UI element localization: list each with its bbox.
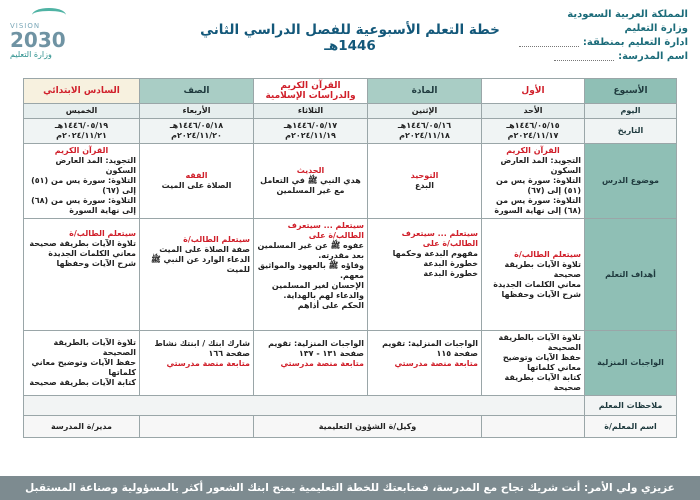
vision-2030-logo [10, 8, 100, 60]
goals-thu-head: سيتعلم الطالب/ة [69, 229, 136, 238]
homework-sun [482, 331, 585, 396]
school-name-field[interactable] [554, 53, 614, 61]
topic-wed-l1: الصلاة على الميت [161, 181, 232, 190]
homework-wed-l2: صفحة ١٦٦ [208, 349, 250, 358]
admin-field[interactable] [519, 39, 579, 47]
page-header [0, 0, 700, 68]
admin-row [488, 36, 688, 50]
homework-tue-l1: الواجبات المنزلية: تقويم [268, 339, 364, 348]
topic-sun-head: القرآن الكريم [506, 146, 560, 155]
topic-mon-head: التوحيد [410, 171, 439, 180]
homework-wed-l1: شارك ابنك / ابنتك نشاط [154, 339, 250, 348]
topic-sun-l1: التجويد: المد العارض السكون [500, 156, 581, 175]
topic-thu-l3: التلاوة: سورة يس من (٦٨) إلى نهاية السورة [31, 196, 136, 215]
date-tue [254, 119, 368, 144]
goals-wed-l2: الدعاء الوارد عن النبي ﷺ للميت [151, 255, 250, 274]
goals-tue-l2: وفاؤه ﷺ بالعهود والمواثيق معهم. [257, 261, 364, 280]
goals-thu-l3: شرح الآيات وحفظها [56, 259, 136, 268]
topic-thu [24, 144, 140, 219]
goals-wed-head: سيتعلم الطالب/ة [183, 235, 250, 244]
topic-tue-head: الحديث [296, 166, 325, 175]
week-label: الأسبوع [585, 79, 677, 104]
date-wed-hijri: ١٤٤٦/٠٥/١٨هـ [169, 121, 224, 130]
goals-mon-l3: خطورة البدعة [423, 269, 478, 278]
date-thu [24, 119, 140, 144]
date-thu-hijri: ١٤٤٦/٠٥/١٩هـ [54, 121, 109, 130]
notes-row [24, 396, 677, 416]
homework-mon [368, 331, 482, 396]
date-sun-hijri: ١٤٤٦/٠٥/١٥هـ [506, 121, 560, 130]
topic-wed [140, 144, 254, 219]
date-wed [140, 119, 254, 144]
weekly-plan-table [23, 78, 677, 438]
topic-mon-l1: البدع [414, 181, 435, 190]
teacher-field[interactable] [482, 416, 585, 438]
homework-label: الواجبات المنزلية [585, 331, 677, 396]
goals-wed-l1: صفة الصلاة على الميت [159, 245, 250, 254]
date-sun [482, 119, 585, 144]
date-mon-hijri: ١٤٤٦/٠٥/١٦هـ [397, 121, 452, 130]
homework-row [24, 331, 677, 396]
deputy-label: وكيل/ة الشؤون التعليمية [254, 416, 482, 438]
principal-label: مدير/ة المدرسة [24, 416, 140, 438]
date-tue-greg: ٢٠٢٤/١١/١٩م [285, 131, 336, 140]
ministry-label: وزارة التعليم [624, 23, 688, 34]
topic-row [24, 144, 677, 219]
goals-tue-head: سيتعلم ... سيتعرف الطالب/ة على [287, 221, 364, 240]
subject-label: المادة [368, 79, 482, 104]
homework-wed [140, 331, 254, 396]
date-tue-hijri: ١٤٤٦/٠٥/١٧هـ [283, 121, 338, 130]
goals-sun-l1: تلاوة الآيات بطريقة صحيحة [504, 259, 581, 279]
goals-tue-l4: الحكم على أذاهم [297, 301, 364, 310]
homework-thu-l2: حفظ الآيات وتوضيح معاني كلماتها [31, 358, 136, 377]
homework-mon-l1: الواجبات المنزلية: تقويم [382, 339, 478, 348]
logo-swirl-icon [32, 8, 66, 22]
goals-sun-head: سيتعلم الطالب/ة [514, 249, 581, 259]
day-tue: الثلاثاء [254, 104, 368, 119]
logo-ministry: وزارة التعليم [10, 50, 52, 59]
signature-row [24, 416, 677, 438]
topic-label: موضوع الدرس [585, 144, 677, 219]
day-wed: الأربعاء [140, 104, 254, 119]
notes-label: ملاحظات المعلم [585, 396, 677, 416]
goals-tue-l3: الإحسان لغير المسلمين والدعاء لهم بالهداية. [271, 281, 364, 300]
goals-thu-l2: معاني الكلمات الجديدة [48, 249, 136, 258]
goals-tue-l1: عفوه ﷺ عن غير المسلمين بعد مقدرته. [257, 241, 364, 260]
homework-sun-l2: حفظ الآيات وتوضيح معاني كلماتها [502, 353, 581, 372]
topic-sun-l3: التلاوة: سورة يس من (٦٨) إلى نهاية السورة [494, 196, 581, 215]
homework-sun-l1: تلاوة الآيات بالطريقة الصحيحة [498, 333, 581, 352]
day-mon: الإثنين [368, 104, 482, 119]
date-mon [368, 119, 482, 144]
homework-wed-l3: متابعة منصة مدرستي [166, 359, 250, 368]
day-thu: الخميس [24, 104, 140, 119]
date-mon-greg: ٢٠٢٤/١١/١٨م [399, 131, 450, 140]
page-title: خطة التعلم الأسبوعية للفصل الدراسي الثاني 1446هـ [200, 22, 500, 54]
notes-field[interactable] [24, 396, 585, 416]
goals-mon-head: سيتعلم ... سيتعرف الطالب/ة على [401, 229, 478, 248]
homework-mon-l2: صفحة ١١٥ [436, 349, 478, 358]
week-row [24, 79, 677, 104]
goals-label: أهداف التعلم [585, 219, 677, 331]
topic-thu-l1: التجويد: المد العارض السكون [55, 156, 136, 175]
logo-year: 2030 [10, 28, 66, 52]
admin-label: ادارة التعليم بمنطقة: [582, 37, 688, 48]
topic-mon [368, 144, 482, 219]
goals-mon-l1: مفهوم البدعة وحكمها [392, 249, 478, 258]
school-name-row [488, 50, 688, 64]
kingdom-label: المملكة العربية السعودية [567, 9, 688, 20]
goals-tue [254, 219, 368, 331]
homework-sun-l3: كتابة الآيات بطريقة صحيحة [504, 373, 581, 392]
topic-thu-l2: التلاوة: سورة يس من (٥١) إلى (٦٧) [31, 176, 136, 195]
goals-sun [482, 219, 585, 331]
topic-wed-head: الفقه [185, 171, 208, 180]
school-name-label: اسم المدرسة: [618, 51, 688, 62]
date-thu-greg: ٢٠٢٤/١١/٢١م [56, 131, 107, 140]
goals-wed [140, 219, 254, 331]
grade-value: السادس الابتدائي [24, 79, 140, 104]
subject-value: القرآن الكريم والدراسات الإسلامية [254, 79, 368, 104]
homework-mon-l3: متابعة منصة مدرستي [394, 359, 478, 368]
homework-thu [24, 331, 140, 396]
goals-row [24, 219, 677, 331]
goals-mon [368, 219, 482, 331]
footer-note: عزيزي ولي الأمر: أنت شريك نجاح مع المدرسة، فمتابعتك للخطة التعليمية يمنح ابنك الشعور أكثر بالمسؤولية وصناعة المستقبل [0, 476, 700, 500]
goals-thu [24, 219, 140, 331]
date-row [24, 119, 677, 144]
teacher-label: اسم المعلم/ة [585, 416, 677, 438]
logo-vision-text: VISION [10, 22, 41, 30]
day-row [24, 104, 677, 119]
topic-thu-head: القرآن الكريم [54, 146, 109, 155]
date-sun-greg: ٢٠٢٤/١١/١٧م [507, 131, 559, 140]
goals-thu-l1: تلاوة الآيات بطريقة صحيحة [29, 239, 136, 248]
homework-tue-l2: صفحة ١٣١ - ١٣٧ [298, 349, 364, 358]
date-label: التاريخ [585, 119, 677, 144]
day-label: اليوم [585, 104, 677, 119]
topic-tue [254, 144, 368, 219]
homework-tue-l3: متابعة منصة مدرستي [280, 359, 364, 368]
grade-label: الصف [140, 79, 254, 104]
topic-sun-l2: التلاوة: سورة يس من (٥١) إلى (٦٧) [495, 176, 581, 195]
goals-sun-l3: شرح الآيات وحفظها [501, 289, 581, 299]
homework-thu-l3: كتابة الآيات بطريقة صحيحة [29, 378, 136, 387]
day-sun: الأحد [482, 104, 585, 119]
homework-tue [254, 331, 368, 396]
topic-tue-l1: هدي النبي ﷺ في التعامل مع غير المسلمين [260, 176, 361, 195]
homework-thu-l1: تلاوة الآيات بالطريقة الصحيحة [53, 338, 136, 357]
topic-sun [482, 144, 585, 219]
week-value: الأول [482, 79, 585, 104]
date-wed-greg: ٢٠٢٤/١١/٢٠م [171, 131, 222, 140]
school-info [488, 8, 688, 64]
deputy-field[interactable] [140, 416, 254, 438]
goals-mon-l2: خطورة البدعة [423, 259, 478, 268]
goals-sun-l2: معاني الكلمات الجديدة [493, 279, 581, 289]
